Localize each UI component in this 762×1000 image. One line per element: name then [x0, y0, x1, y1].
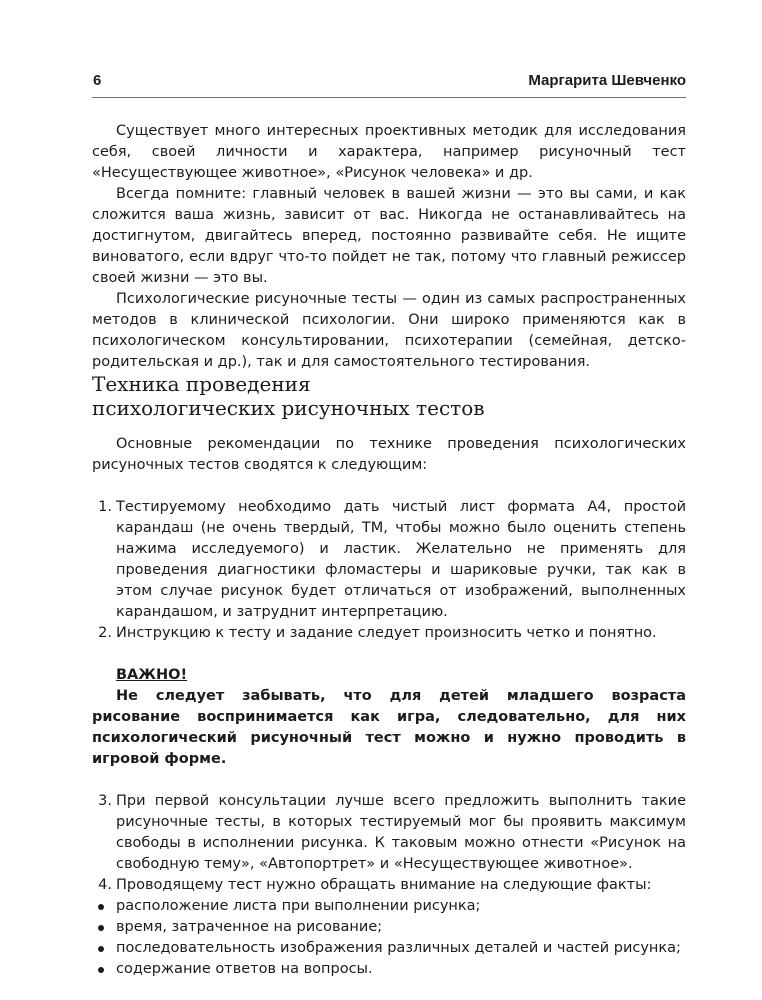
list-number: 4.	[98, 877, 112, 893]
list-item	[92, 623, 686, 644]
list-item-text: Тестируемому необходимо дать чистый лист формата А4, простой карандаш (не очень твердый, ТМ, чтобы можно было оценить степень нажима исследуемого) и ластик. Желательно не применять для проведения диагностики фломастеры и шариковые ручки, так как в этом случае рисунок будет отличаться от изображений, выполненных карандашом, и затруднит интерпретацию.	[116, 499, 686, 620]
bullet-list	[92, 896, 686, 980]
numbered-list	[92, 497, 686, 644]
bullet-item: расположение листа при выполнении рисунка;	[92, 896, 686, 917]
list-item-text: Инструкцию к тесту и задание следует произносить четко и понятно.	[116, 625, 657, 641]
list-number: 2.	[98, 625, 112, 641]
section-heading	[92, 372, 686, 420]
page-number: 6	[93, 72, 102, 89]
list-number: 3.	[98, 793, 112, 809]
list-item	[92, 875, 686, 896]
intro-block	[92, 121, 686, 373]
bullet-item: содержание ответов на вопросы.	[92, 959, 686, 980]
section-heading-line: психологических рисуночных тестов	[92, 396, 485, 420]
running-head-author: Маргарита Шевченко	[528, 72, 686, 89]
section-body	[92, 434, 686, 980]
note-title: ВАЖНО!	[116, 667, 188, 683]
paragraph: Всегда помните: главный человек в вашей жизни — это вы сами, и как сложится ваша жизнь, зависит от вас. Никогда не останавливайтесь на достигнутом, двигайтесь вперед, постоянно развивайте себя. Не ищите виноватого, если вдруг что-то пойдет не так, потому что главный режиссер своей жизни — это вы.	[92, 186, 686, 286]
important-note	[92, 665, 686, 770]
list-number: 1.	[98, 499, 112, 515]
bullet-item: время, затраченное на рисование;	[92, 917, 686, 938]
header-divider	[92, 97, 686, 98]
list-item-text: Проводящему тест нужно обращать внимание на следующие факты:	[116, 877, 652, 893]
paragraph: Существует много интересных проективных методик для исследования себя, своей личности и характера, например рисуночный тест «Несуществующее животное», «Рисунок человека» и др.	[92, 123, 686, 181]
paragraph: Психологические рисуночные тесты — один из самых распространенных методов в клинической психологии. Они широко применяются как в психологическом консультировании, психотерапии (семейная, детско-родительская и др.), так и для самостоятельного тестирования.	[92, 291, 686, 370]
lead-paragraph: Основные рекомендации по технике проведения психологических рисуночных тестов сводятся к следующим:	[92, 436, 686, 473]
list-item	[92, 497, 686, 623]
note-body: Не следует забывать, что для детей младшего возраста рисование воспринимается как игра, следовательно, для них психологический рисуночный тест можно и нужно проводить в игровой форме.	[92, 688, 686, 767]
running-header	[92, 70, 686, 92]
numbered-list	[92, 791, 686, 896]
bullet-item: последовательность изображения различных деталей и частей рисунка;	[92, 938, 686, 959]
list-item-text: При первой консультации лучше всего предложить выполнить такие рисуночные тесты, в которых тестируемый мог бы проявить максимум свободы в исполнении рисунка. К таковым можно отнести «Рисунок на свободную тему», «Автопортрет» и «Несуществующее животное».	[116, 793, 686, 872]
section-heading-line: Техника проведения	[92, 372, 311, 396]
list-item	[92, 791, 686, 875]
